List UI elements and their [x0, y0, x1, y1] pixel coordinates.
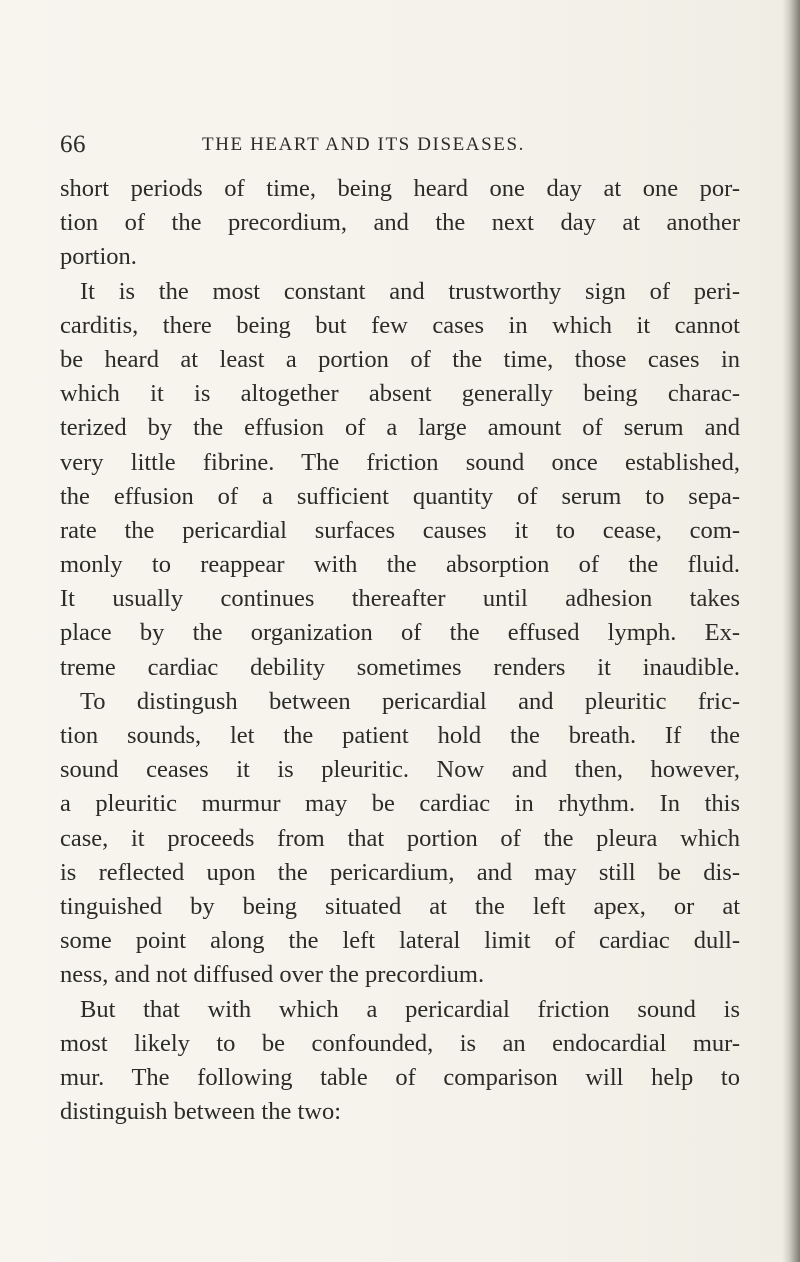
text-line: But that with which a pericardial friction sound is — [80, 995, 740, 1023]
text-line: is reflected upon the pericardium, and may still be dis- — [60, 858, 740, 886]
text-line: It usually continues thereafter until adhesion takes — [60, 585, 740, 613]
running-head: THE HEART AND ITS DISEASES. — [202, 134, 526, 155]
text-line: tion of the precordium, and the next day at another — [60, 209, 740, 237]
page-edge-shadow — [782, 0, 800, 1262]
text-line: mur. The following table of comparison will help to — [60, 1063, 740, 1091]
text-line: place by the organization of the effused lymph. Ex- — [60, 619, 740, 647]
text-line: a pleuritic murmur may be cardiac in rhythm. In this — [60, 790, 740, 818]
text-line: It is the most constant and trustworthy sign of peri- — [80, 277, 740, 305]
text-line: very little fibrine. The friction sound once established, — [60, 448, 740, 476]
text-line: the effusion of a sufficient quantity of serum to sepa- — [60, 482, 740, 510]
page-number: 66 — [60, 131, 86, 158]
body-text — [60, 172, 740, 1129]
text-line: most likely to be confounded, is an endocardial mur- — [60, 1029, 740, 1057]
text-line: sound ceases it is pleuritic. Now and then, however, — [60, 756, 740, 784]
text-line: monly to reappear with the absorption of the fluid. — [60, 551, 740, 579]
text-line: tinguished by being situated at the left apex, or at — [60, 892, 740, 920]
text-line: case, it proceeds from that portion of the pleura which — [60, 824, 740, 852]
text-line: treme cardiac debility sometimes renders it inaudible. — [60, 653, 740, 681]
page-header — [60, 131, 760, 161]
text-line: some point along the left lateral limit of cardiac dull- — [60, 927, 740, 955]
text-line: which it is altogether absent generally being charac- — [60, 380, 740, 408]
text-line: rate the pericardial surfaces causes it to cease, com- — [60, 516, 740, 544]
text-line: To distingush between pericardial and pleuritic fric- — [80, 687, 740, 715]
text-line: be heard at least a portion of the time, those cases in — [60, 345, 740, 373]
text-line: terized by the effusion of a large amount of serum and — [60, 414, 740, 442]
text-line: short periods of time, being heard one day at one por- — [60, 175, 740, 202]
text-line: carditis, there being but few cases in which it cannot — [60, 311, 740, 339]
text-line: ness, and not diffused over the precordium. — [60, 961, 485, 989]
text-line: portion. — [60, 243, 137, 271]
text-line: tion sounds, let the patient hold the breath. If the — [60, 722, 740, 749]
text-line: distinguish between the two: — [60, 1098, 342, 1126]
